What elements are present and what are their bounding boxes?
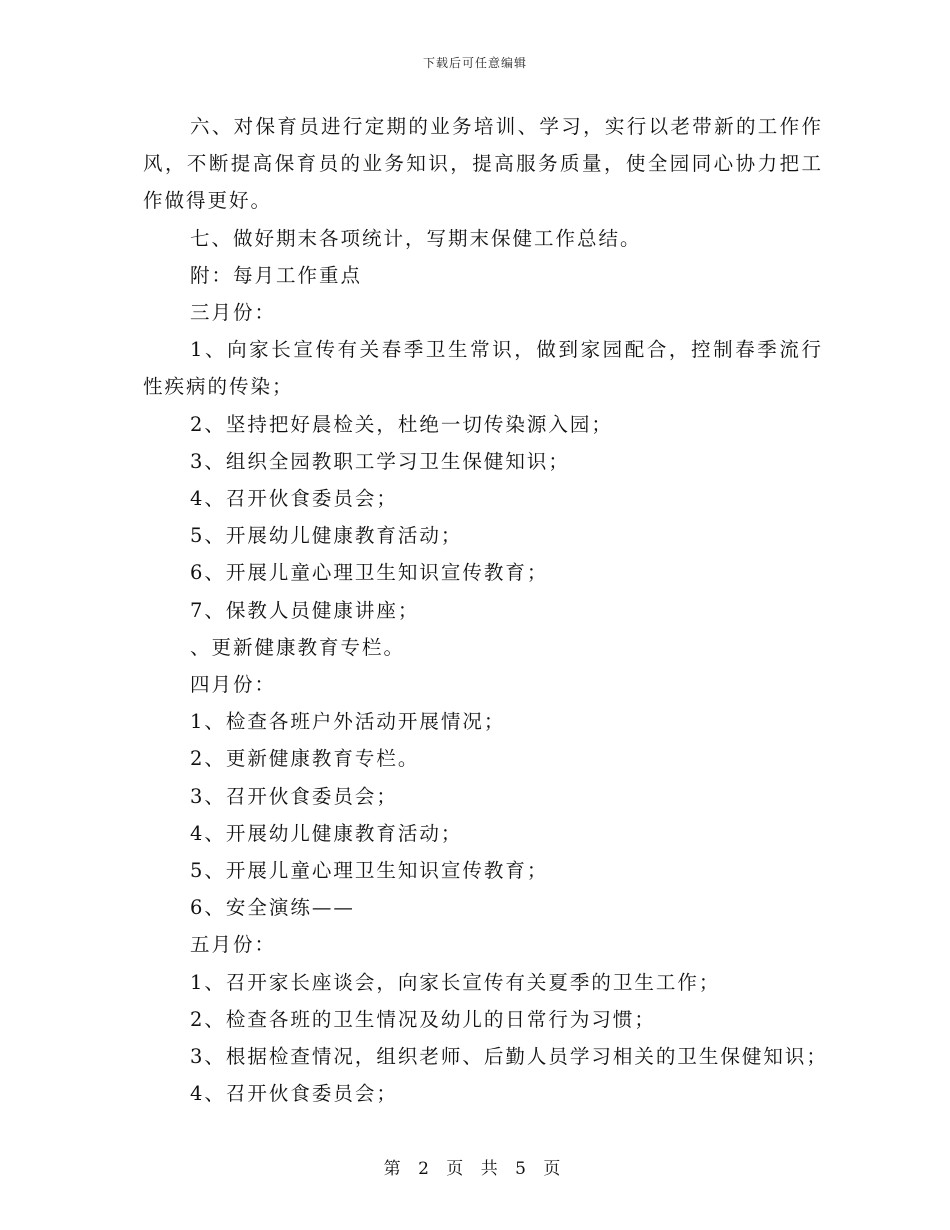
- list-item: 5、开展幼儿健康教育活动；: [190, 524, 463, 548]
- month-heading-march: 三月份：: [190, 301, 277, 325]
- list-item: 1、检查各班户外活动开展情况；: [190, 710, 506, 734]
- page-header-note: 下载后可任意编辑: [422, 56, 527, 70]
- month-heading-may: 五月份：: [190, 933, 277, 957]
- list-item: 4、开展幼儿健康教育活动；: [190, 821, 463, 845]
- document-body: [143, 108, 828, 1112]
- list-item: 2、更新健康教育专栏。: [190, 747, 420, 771]
- list-item: 7、保教人员健康讲座；: [190, 598, 420, 622]
- list-item: 4、召开伙食委员会；: [190, 487, 398, 511]
- list-item: 1、向家长宣传有关春季卫生常识，做到家园配合，控制春季流行性疾病的传染；: [143, 338, 823, 399]
- list-item: 3、召开伙食委员会；: [190, 784, 398, 808]
- paragraph-item-6: 六、对保育员进行定期的业务培训、学习，实行以老带新的工作作风，不断提高保育员的业务知识，提高服务质量，使全园同心协力把工作做得更好。: [143, 115, 823, 213]
- list-item: 6、安全演练——: [190, 896, 355, 920]
- list-item: 2、检查各班的卫生情况及幼儿的日常行为习惯；: [190, 1007, 656, 1031]
- list-item: 3、根据检查情况，组织老师、后勤人员学习相关的卫生保健知识；: [190, 1045, 828, 1069]
- list-item: 5、开展儿童心理卫生知识宣传教育；: [190, 859, 549, 883]
- list-item: 3、组织全园教职工学习卫生保健知识；: [190, 449, 570, 473]
- appendix-heading: 附：每月工作重点: [190, 263, 363, 287]
- list-item: 6、开展儿童心理卫生知识宣传教育；: [190, 561, 549, 585]
- page-number-footer: 第 2 页 共 5 页: [383, 1159, 567, 1179]
- list-item: 、更新健康教育专栏。: [190, 635, 406, 659]
- month-heading-april: 四月份：: [190, 673, 277, 697]
- list-item: 4、召开伙食委员会；: [190, 1082, 398, 1106]
- paragraph-item-7: 七、做好期末各项统计，写期末保健工作总结。: [190, 226, 642, 250]
- list-item: 1、召开家长座谈会，向家长宣传有关夏季的卫生工作；: [190, 970, 721, 994]
- list-item: 2、坚持把好晨检关，杜绝一切传染源入园；: [190, 412, 613, 436]
